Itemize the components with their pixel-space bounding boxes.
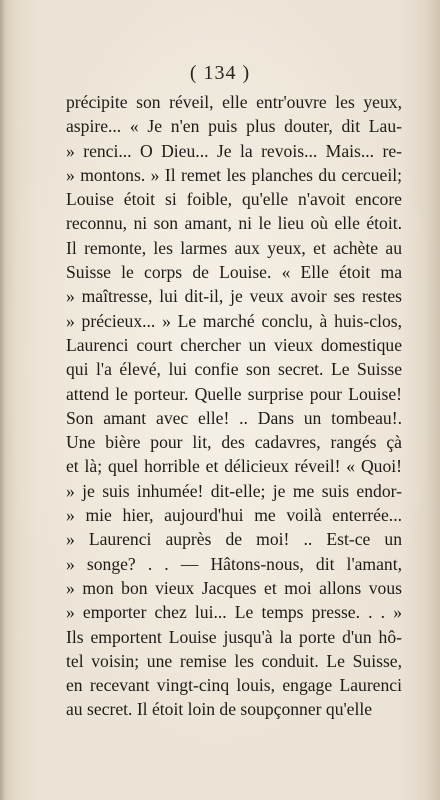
text-line: Ils emportent Louise jusqu'à la porte d'un hô- <box>66 626 402 647</box>
body-text <box>66 90 402 722</box>
text-line: au secret. Il étoit loin de soupçonner qu'elle <box>66 699 373 720</box>
text-line: tel voisin; une remise les conduit. Le Suisse, <box>66 650 402 671</box>
text-line: reconnu, ni son amant, ni le lieu où elle étoit. <box>66 213 402 234</box>
text-line: Son amant avec elle! .. Dans un tombeau!. <box>66 407 402 428</box>
text-line: » montons. » Il remet les planches du cercueil; <box>66 164 402 185</box>
text-line: qui l'a élevé, lui confie son secret. Le Suisse <box>66 359 402 380</box>
text-line: Il remonte, les larmes aux yeux, et achète au <box>66 237 402 258</box>
text-line: » Laurenci auprès de moi! .. Est-ce un <box>66 529 402 550</box>
text-line: en recevant vingt-cinq louis, engage Laurenci <box>66 675 402 696</box>
text-line: » songe? . . — Hâtons-nous, dit l'amant, <box>66 553 402 574</box>
text-line: Laurenci court chercher un vieux domestique <box>66 334 402 355</box>
text-line: Une bière pour lit, des cadavres, rangés çà <box>66 432 402 453</box>
text-line: » emporter chez lui... Le temps presse. . . » <box>66 602 402 623</box>
text-line: précipite son réveil, elle entr'ouvre les yeux, <box>66 92 402 112</box>
text-line: » je suis inhumée! dit-elle; je me suis endor- <box>66 480 402 501</box>
text-line: aspire... « Je n'en puis plus douter, dit Lau- <box>66 116 402 137</box>
text-line: attend le porteur. Quelle surprise pour Louise! <box>66 383 402 404</box>
text-line: » mie hier, aujourd'hui me voilà enterrée... <box>66 505 402 526</box>
text-line: et là; quel horrible et délicieux réveil! « Quoi! <box>66 456 402 477</box>
text-line: » précieux... » Le marché conclu, à huis-clos, <box>66 310 402 331</box>
text-line: » renci... O Dieu... Je la revois... Mais... re- <box>66 140 402 161</box>
page-number: ( 134 ) <box>189 62 251 84</box>
text-line: » mon bon vieux Jacques et moi allons vous <box>66 577 402 598</box>
text-line: Louise étoit si foible, qu'elle n'avoit encore <box>66 189 402 210</box>
text-line: » maîtresse, lui dit-il, je veux avoir ses restes <box>66 286 402 307</box>
text-line: Suisse le corps de Louise. « Elle étoit ma <box>66 262 402 283</box>
